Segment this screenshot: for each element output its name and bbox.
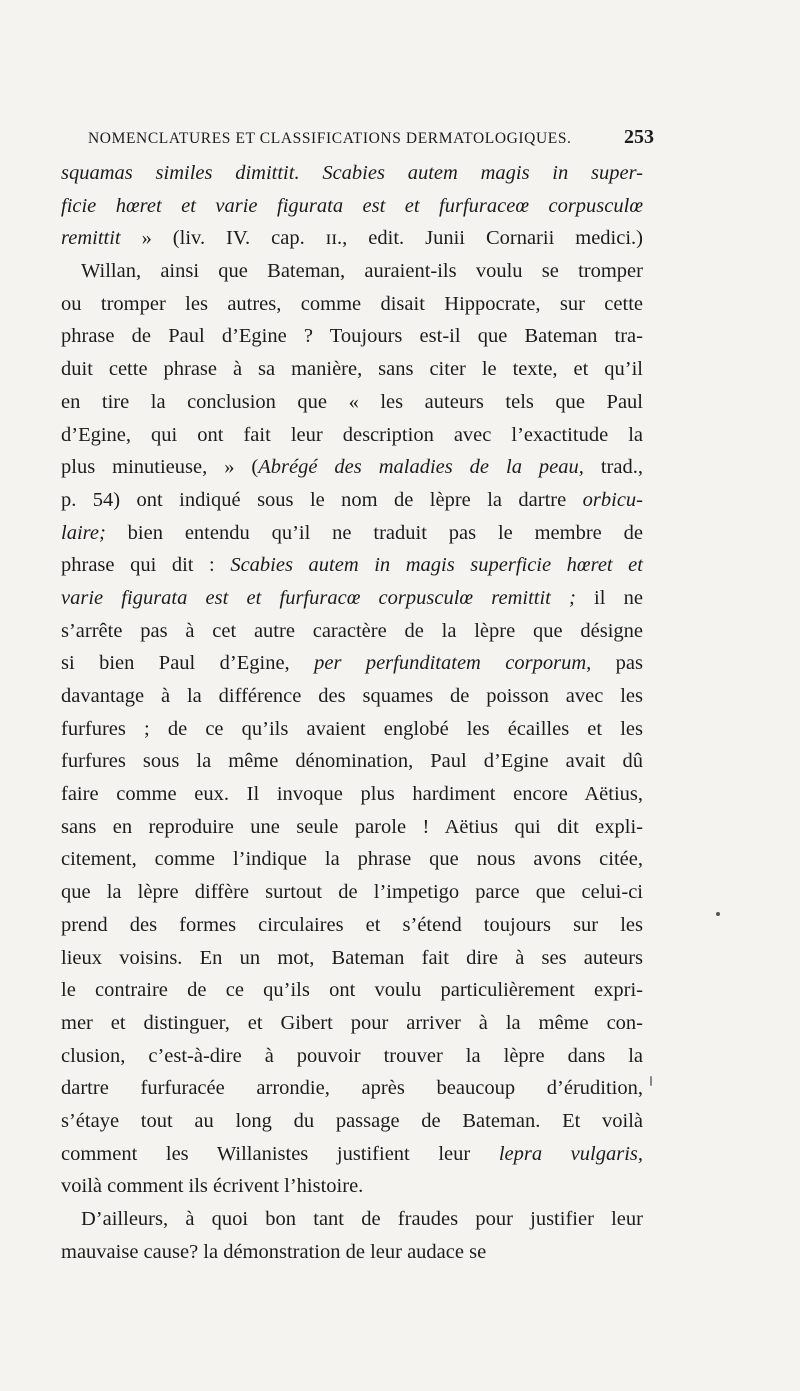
text-segment: phrase de Paul d’Egine ? Toujours est-il que Bateman tra-: [61, 325, 643, 348]
italic-segment: Scabies autem in magis superficie hœret et: [230, 554, 643, 577]
print-speck: [650, 1076, 652, 1086]
text-line: [61, 942, 643, 975]
text-line: [61, 255, 643, 288]
text-line: [61, 484, 643, 517]
text-line: [61, 974, 643, 1007]
text-line: [61, 1203, 643, 1236]
text-line: [61, 582, 643, 615]
text-line: [61, 1138, 643, 1171]
italic-segment: laire;: [61, 521, 106, 544]
running-title: NOMENCLATURES ET CLASSIFICATIONS DERMATOLOGIQUES.: [88, 130, 572, 147]
text-line: [61, 615, 643, 648]
text-segment: sans en reproduire une seule parole ! Aëtius qui dit expli-: [61, 815, 643, 838]
text-segment: lieux voisins. En un mot, Bateman fait dire à ses auteurs: [61, 946, 643, 969]
text-line: [61, 1072, 643, 1105]
text-segment: D’ailleurs, à quoi bon tant de fraudes pour justifier leur: [81, 1208, 643, 1230]
print-speck: [716, 912, 720, 916]
text-line: [61, 1007, 643, 1040]
text-segment: s’arrête pas à cet autre caractère de la lèpre que désigne: [61, 619, 643, 642]
text-segment: d’Egine, qui ont fait leur description avec l’exactitude la: [61, 423, 643, 446]
text-line: [61, 549, 643, 582]
text-segment: Willan, ainsi que Bateman, auraient-ils voulu se tromper: [81, 260, 643, 283]
text-line: [61, 876, 643, 909]
text-line: [61, 811, 643, 844]
text-segment: trad.,: [583, 456, 643, 479]
text-line: [61, 1236, 643, 1269]
text-segment: prend des formes circulaires et s’étend toujours sur les: [61, 913, 643, 936]
text-line: [61, 1105, 643, 1138]
text-segment: dartre furfuracée arrondie, après beaucoup d’érudition,: [61, 1077, 643, 1100]
text-line: [61, 353, 643, 386]
text-line: [61, 288, 643, 321]
text-segment: mer et distinguer, et Gibert pour arriver à la même con-: [61, 1011, 643, 1034]
text-line: [61, 190, 643, 223]
text-segment: faire comme eux. Il invoque plus hardiment encore Aëtius,: [61, 783, 643, 806]
italic-segment: varie figurata est et furfuracœ corpusculœ remittit ;: [61, 586, 576, 609]
text-line: [61, 419, 643, 452]
text-line: [61, 157, 643, 190]
text-line: [61, 222, 643, 255]
text-line: [61, 843, 643, 876]
text-line: [61, 517, 643, 550]
text-segment: s’étaye tout au long du passage de Bateman. Et voilà: [61, 1109, 643, 1132]
text-segment: pas: [591, 652, 643, 675]
text-segment: il ne: [575, 586, 643, 609]
text-segment: davantage à la différence des squames de poisson avec les: [61, 685, 643, 707]
text-segment: voilà comment ils écrivent l’histoire.: [61, 1175, 364, 1198]
italic-segment: remittit: [61, 227, 121, 250]
text-segment: mauvaise cause? la démonstration de leur audace se: [61, 1240, 487, 1263]
text-line: [61, 647, 643, 680]
text-segment: » (liv. IV. cap. ɪɪ., edit. Junii Cornarii medici.): [120, 227, 643, 250]
italic-segment: per perfunditatem corporum,: [314, 652, 592, 675]
text-line: [61, 1170, 643, 1203]
text-line: [61, 320, 643, 353]
text-segment: bien entendu qu’il ne traduit pas le membre de: [105, 521, 643, 544]
text-line: [61, 680, 643, 713]
text-segment: clusion, c’est-à-dire à pouvoir trouver la lèpre dans la: [61, 1044, 643, 1067]
text-segment: furfures ; de ce qu’ils avaient englobé les écailles et les: [61, 717, 643, 740]
text-segment: plus minutieuse, » (: [61, 456, 259, 479]
text-segment: en tire la conclusion que « les auteurs tels que Paul: [61, 390, 643, 413]
text-line: [61, 745, 643, 778]
italic-segment: ficie hœret et varie figurata est et furfuraceœ corpusculœ: [61, 194, 643, 217]
italic-segment: Abrégé des maladies de la peau,: [258, 456, 584, 479]
italic-segment: orbicu-: [582, 488, 643, 511]
text-segment: si bien Paul d’Egine,: [61, 652, 315, 675]
text-segment: ou tromper les autres, comme disait Hippocrate, sur cette: [61, 292, 643, 315]
running-header: [88, 126, 654, 149]
body-text: [61, 157, 643, 1268]
text-line: [61, 778, 643, 811]
text-segment: le contraire de ce qu’ils ont voulu particulièrement expri-: [61, 979, 643, 1002]
page-number: 253: [624, 126, 654, 148]
text-segment: furfures sous la même dénomination, Paul d’Egine avait dû: [61, 750, 643, 773]
text-segment: que la lèpre diffère surtout de l’impetigo parce que celui-ci: [61, 881, 643, 904]
text-line: [61, 713, 643, 746]
text-segment: phrase qui dit :: [61, 554, 231, 577]
text-line: [61, 386, 643, 419]
text-segment: p. 54) ont indiqué sous le nom de lèpre la dartre: [61, 488, 583, 511]
italic-segment: lepra vulgaris,: [498, 1142, 643, 1165]
text-line: [61, 1040, 643, 1073]
text-segment: comment les Willanistes justifient leur: [61, 1142, 499, 1165]
text-line: [61, 451, 643, 484]
text-line: [61, 909, 643, 942]
text-segment: citement, comme l’indique la phrase que nous avons citée,: [61, 848, 643, 871]
italic-segment: squamas similes dimittit. Scabies autem magis in super-: [61, 162, 643, 184]
text-segment: duit cette phrase à sa manière, sans citer le texte, et qu’il: [61, 358, 643, 381]
